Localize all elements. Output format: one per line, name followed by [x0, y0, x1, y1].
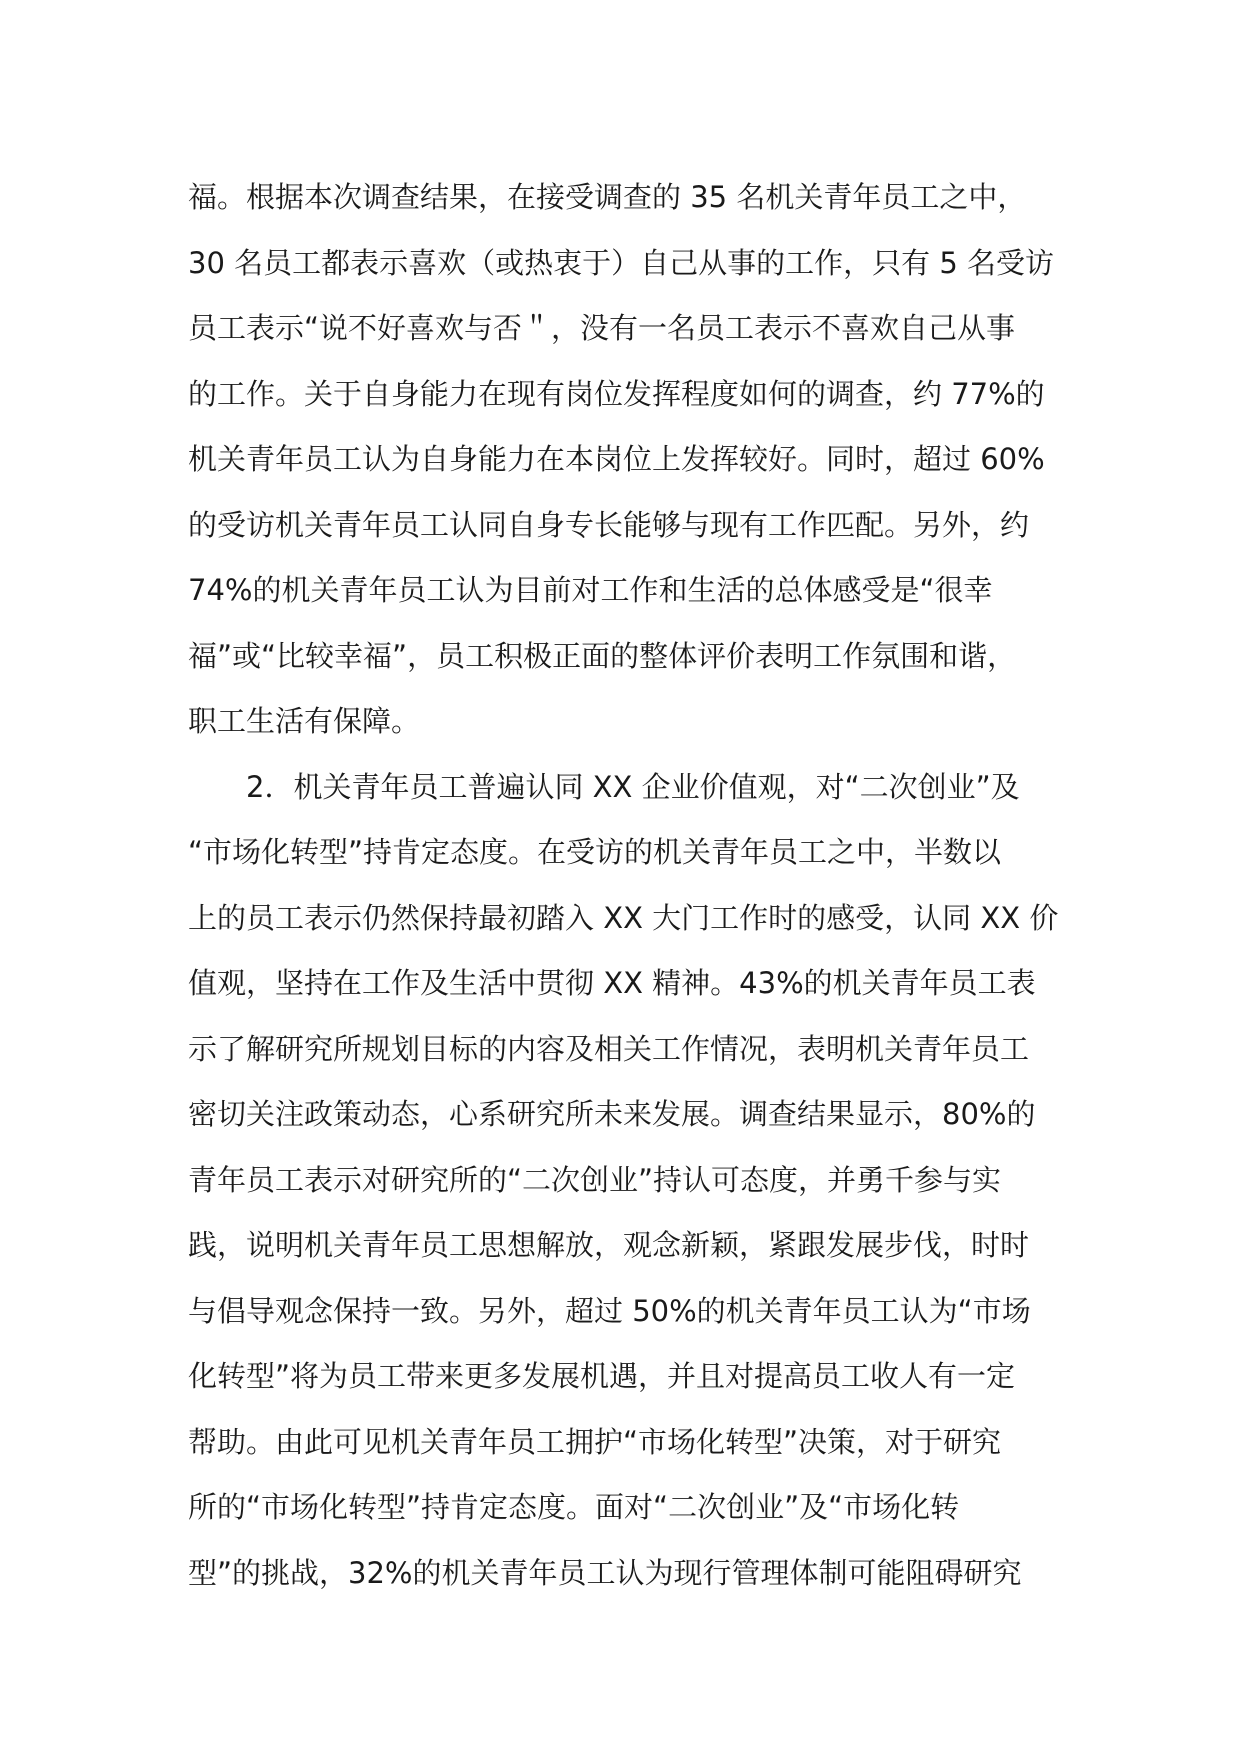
text-line: 践，说明机关青年员工思想解放，观念新颖，紧跟发展步伐，时时	[188, 1228, 1030, 1262]
text-line: 所的“市场化转型”持肯定态度。面对“二次创业”及“市场化转	[188, 1490, 960, 1524]
text-line: 型”的挑战，32%的机关青年员工认为现行管理体制可能阻碍研究	[188, 1555, 1022, 1590]
text-line: 福。根据本次调查结果，在接受调查的 35 名机关青年员工之中，	[188, 180, 1027, 214]
section-heading-line: 2．机关青年员工普遍认同 XX 企业价值观，对“二次创业”及	[246, 769, 1020, 804]
text-line: 青年员工表示对研究所的“二次创业”持认可态度，并勇千参与实	[188, 1162, 1002, 1197]
text-line: 化转型”将为员工带来更多发展机遇，并且对提高员工收人有一定	[188, 1359, 1016, 1393]
document-body	[188, 165, 1088, 1606]
text-line: 员工表示“说不好喜欢与否＂，没有一名员工表示不喜欢自己从事	[188, 311, 1016, 345]
text-line: 示了解研究所规划目标的内容及相关工作情况，表明机关青年员工	[188, 1031, 1030, 1066]
text-line: 职工生活有保障。	[188, 704, 421, 738]
text-line: 74%的机关青年员工认为目前对工作和生活的总体感受是“很幸	[188, 573, 993, 607]
text-line: 帮助。由此可见机关青年员工拥护“市场化转型”决策，对于研究	[188, 1424, 1002, 1459]
text-line: 上的员工表示仍然保持最初踏入 XX 大门工作时的感受，认同 XX 价	[188, 900, 1059, 935]
text-line: 的受访机关青年员工认同自身专长能够与现有工作匹配。另外，约	[188, 507, 1030, 542]
text-line: 30 名员工都表示喜欢（或热衷于）自己从事的工作，只有 5 名受访	[188, 245, 1055, 280]
text-line: 密切关注政策动态，心系研究所未来发展。调查结果显示，80%的	[188, 1097, 1036, 1131]
text-line: “市场化转型”持肯定态度。在受访的机关青年员工之中，半数以	[188, 835, 1002, 869]
text-line: 的工作。关于自身能力在现有岗位发挥程度如何的调查，约 77%的	[188, 376, 1045, 411]
text-line: 机关青年员工认为自身能力在本岗位上发挥较好。同时，超过 60%	[188, 442, 1045, 476]
text-line: 与倡导观念保持一致。另外，超过 50%的机关青年员工认为“市场	[188, 1293, 1031, 1328]
text-line: 福”或“比较幸福”，员工积极正面的整体评价表明工作氛围和谐，	[188, 638, 1017, 673]
text-line: 值观，坚持在工作及生活中贯彻 XX 精神。43%的机关青年员工表	[188, 966, 1036, 1000]
